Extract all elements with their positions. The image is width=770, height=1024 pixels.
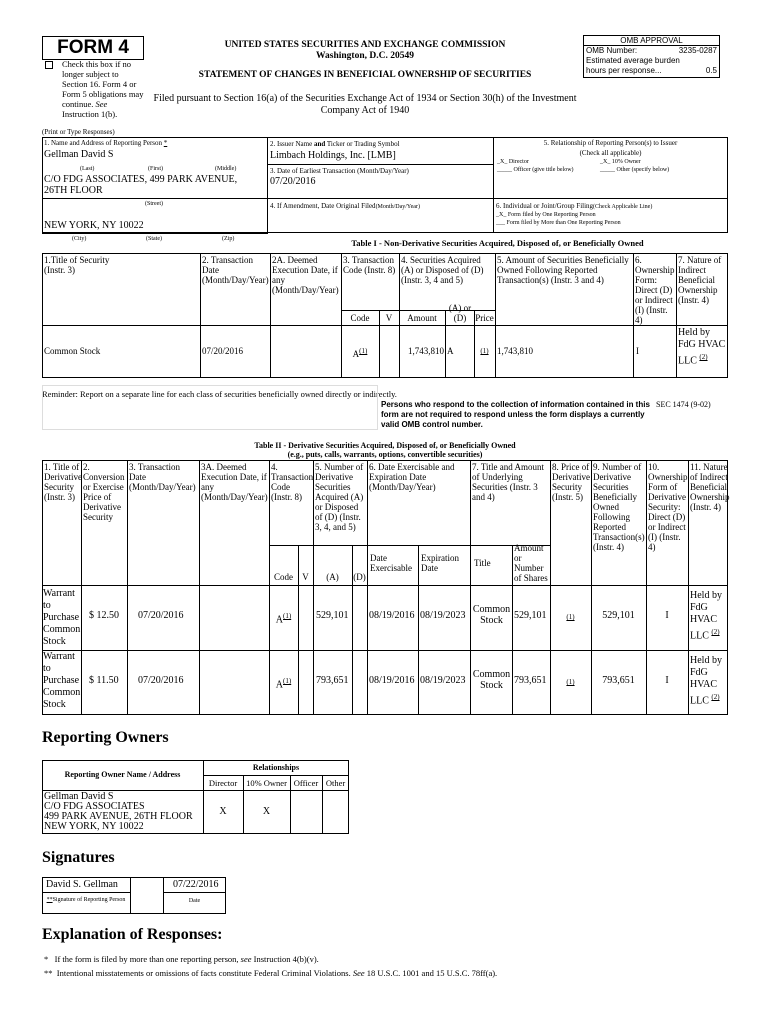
print-type: (Print or Type Responses) <box>42 128 115 136</box>
t1-row-title: Common Stock <box>44 346 101 356</box>
explanation-heading: Explanation of Responses: <box>42 926 223 943</box>
t2-row-underlying-amount: 793,651 <box>514 675 547 686</box>
t2-row-price: $ 12.50 <box>89 610 119 621</box>
t1-h5: 5. Amount of Securities Beneficially Owned Following Reported Transaction(s) (Instr. 3 and 4) <box>497 255 629 285</box>
t2-row-owned: 793,651 <box>602 675 635 686</box>
owners-col-owner: 10% Owner <box>246 778 287 788</box>
zip-label: (Zip) <box>222 236 235 242</box>
rel-other: _____ Other (specify below) <box>600 167 670 173</box>
t1-sub-aord: (A) or (D) <box>448 303 472 323</box>
t1-h4: 4. Securities Acquired (A) or Disposed of (D) (Instr. 3, 4 and 5) <box>401 255 484 285</box>
t1-row-code: $A^{(1)}$ <box>352 347 368 359</box>
t2-h9: 9. Number of Derivative Securities Beneficially Owned Following Reported Transaction(s) (Instr. 4) <box>593 462 645 552</box>
owner-ten-percent: X <box>262 806 271 817</box>
agency-name: UNITED STATES SECURITIES AND EXCHANGE COMMISSION <box>224 40 506 50</box>
middle-label: (Middle) <box>215 166 237 172</box>
omb-title: OMB APPROVAL <box>620 36 683 45</box>
explanation-note-2: ** Intentional misstatements or omissions of facts constitute Federal Criminal Violations. See 18 U.S.C. 1001 and 15 U.S.C. 78ff(a). <box>44 968 498 978</box>
box2-label: 2. Issuer Name and Ticker or Trading Symbol <box>270 140 400 148</box>
t1-row-price-fn: (1) <box>480 347 489 355</box>
box6-option2: ___ Form filed by More than One Reporting Person <box>496 220 621 226</box>
t1-h2a: 2A. Deemed Execution Date, if any (Month/Day/Year) <box>272 255 339 295</box>
box6-label: 6. Individual or Joint/Group Filing(Check Applicable Line) <box>496 202 653 210</box>
signature-name: David S. Gellman <box>46 879 118 890</box>
owner-director: X <box>219 806 227 817</box>
owners-col-other: Other <box>325 778 346 788</box>
t2-sub-d: (D) <box>353 572 366 582</box>
t1-sub-v: V <box>385 313 393 323</box>
earliest-date: 07/20/2016 <box>270 176 316 187</box>
owners-col-name: Reporting Owner Name / Address <box>64 770 181 779</box>
owners-col-rel: Relationships <box>252 763 300 772</box>
t2-h10: 10. Ownership Form of Derivative Security: Direct (D) or Indirect (I) (Instr. 4) <box>648 462 688 552</box>
t2-row-nature: Held by FdG HVAC LLC $^{(2)}$ <box>690 655 722 707</box>
city-label: (City) <box>72 236 87 242</box>
t2-h7: 7. Title and Amount of Underlying Securities (Instr. 3 and 4) <box>472 462 545 502</box>
check-box-text: Check this box if no longer subject to Section 16. Form 4 or Form 5 obligations may continue. See Instruction 1(b). <box>62 59 144 119</box>
box3-label: 3. Date of Earliest Transaction (Month/Day/Year) <box>270 167 409 175</box>
t1-row-nature: Held by FdG HVAC LLC $^{(2)}$ <box>678 327 726 367</box>
owner-line1: Gellman David S <box>44 791 114 802</box>
no-longer-subject-checkbox[interactable] <box>45 61 53 69</box>
t2-sub-title: Title <box>474 558 491 568</box>
t2-sub-a: (A) <box>326 572 339 582</box>
t2-row-owned: 529,101 <box>602 610 635 621</box>
box1-label: 1. Name and Address of Reporting Person * <box>44 139 168 147</box>
issuer-name: Limbach Holdings, Inc. [LMB] <box>270 150 396 161</box>
reminder-text: Reminder: Report on a separate line for each class of securities beneficially owned directly or indirectly. <box>42 389 397 399</box>
t2-h11: 11. Nature of Indirect Beneficial Ownership (Instr. 4) <box>690 462 730 512</box>
t2-row-expiration: 08/19/2023 <box>420 610 466 621</box>
t1-h2: 2. Transaction Date (Month/Day/Year) <box>202 255 269 285</box>
state-label: (State) <box>146 236 162 242</box>
t2-row-price-fn: (1) <box>566 678 575 686</box>
address-line1: C/O FDG ASSOCIATES, 499 PARK AVENUE, <box>44 174 238 185</box>
t1-row-date: 07/20/2016 <box>202 346 244 356</box>
t1-row-aord: A <box>447 346 454 356</box>
table-row: Warrant to Purchase Common Stock <box>43 651 81 710</box>
omb-burden-label: Estimated average burden <box>586 56 680 65</box>
t2-h6: 6. Date Exercisable and Expiration Date (Month/Day/Year) <box>369 462 455 492</box>
box6-option1: _X_ Form filed by One Reporting Person <box>496 212 596 218</box>
t2-h3a: 3A. Deemed Execution Date, if any (Month/Day/Year) <box>201 462 268 502</box>
signature-date-label: Date <box>188 898 201 904</box>
table2-subtitle: (e.g., puts, calls, warrants, options, convertible securities) <box>287 450 483 459</box>
t2-h5: 5. Number of Derivative Securities Acquired (A) or Disposed of (D) (Instr. 3, 4, and 5) <box>315 462 364 532</box>
explanation-note-1: * If the form is filed by more than one reporting person, see Instruction 4(b)(v). <box>44 954 319 964</box>
rel-director: _X_ Director <box>497 159 529 165</box>
t2-row-exercisable: 08/19/2016 <box>369 610 415 621</box>
street-label: (Street) <box>145 201 163 207</box>
last-label: (Last) <box>80 166 95 172</box>
t2-h2: 2. Conversion or Exercise Price of Derivative Security <box>83 462 125 522</box>
t1-sub-code: Code <box>350 313 370 323</box>
filed-pursuant: Filed pursuant to Section 16(a) of the Securities Exchange Act of 1934 or Section 30(h) of the Investment Company Act of 1940 <box>153 93 577 116</box>
table-row: Warrant to Purchase Common Stock <box>43 588 81 647</box>
t2-row-form: I <box>665 675 669 686</box>
t2-row-underlying-title: Common Stock <box>472 604 511 626</box>
signature-label: **Signature of Reporting Person <box>46 897 126 903</box>
box5-label: 5. Relationship of Reporting Person(s) to Issuer <box>543 139 678 147</box>
reporting-owners-heading: Reporting Owners <box>42 729 169 746</box>
owner-line2: C/O FDG ASSOCIATES <box>44 801 145 812</box>
first-label: (First) <box>148 166 163 172</box>
t1-row-form: I <box>636 346 639 356</box>
signatures-heading: Signatures <box>42 849 115 866</box>
omb-hours-label: hours per response... <box>586 66 662 75</box>
t2-sub-expiration: Expiration Date <box>421 553 459 573</box>
omb-number-label: OMB Number: <box>586 46 638 55</box>
table2-title: Table II - Derivative Securities Acquired, Disposed of, or Beneficially Owned <box>254 441 516 450</box>
t1-row-owned: 1,743,810 <box>497 346 533 356</box>
owner-line4: NEW YORK, NY 10022 <box>44 821 144 832</box>
t2-row-underlying-amount: 529,101 <box>514 610 547 621</box>
rel-owner: _X_ 10% Owner <box>600 159 641 165</box>
table1-title: Table I - Non-Derivative Securities Acquired, Disposed of, or Beneficially Owned <box>351 238 644 248</box>
t1-h1: 1.Title of Security (Instr. 3) <box>44 255 110 275</box>
t1-sub-price: Price <box>475 313 494 323</box>
rel-officer: _____ Officer (give title below) <box>497 167 574 173</box>
t1-h3: 3. Transaction Code (Instr. 8) <box>343 255 396 275</box>
t2-sub-code: Code <box>274 572 293 582</box>
t2-row-form: I <box>665 610 669 621</box>
t2-h1: 1. Title of Derivative Security (Instr. 3) <box>44 462 82 502</box>
t2-row-code: $A^{(1)}$ <box>275 677 292 691</box>
t2-h4: 4. Transaction Code (Instr. 8) <box>271 462 314 502</box>
t2-row-code: $A^{(1)}$ <box>275 612 292 626</box>
box4-label: 4. If Amendment, Date Original Filed(Month/Day/Year) <box>270 202 420 210</box>
reminder-line-box <box>42 385 378 430</box>
t2-row-acquired: 529,101 <box>316 610 349 621</box>
form-title: FORM 4 <box>57 37 129 58</box>
t2-row-exercisable: 08/19/2016 <box>369 675 415 686</box>
t1-h6: 6. Ownership Form: Direct (D) or Indirect (I) (Instr. 4) <box>635 255 675 325</box>
owner-line3: 499 PARK AVENUE, 26TH FLOOR <box>44 811 193 822</box>
city-state-zip: NEW YORK, NY 10022 <box>44 220 144 231</box>
omb-hours: 0.5 <box>705 66 717 75</box>
t2-row-price-fn: (1) <box>566 613 575 621</box>
t1-row-amount: 1,743,810 <box>408 346 444 356</box>
t2-sub-v: V <box>302 572 309 582</box>
t2-row-expiration: 08/19/2023 <box>420 675 466 686</box>
t2-sub-amount: Amount or Number of Shares <box>514 543 548 583</box>
t2-row-price: $ 11.50 <box>89 675 119 686</box>
t2-row-date: 07/20/2016 <box>138 610 184 621</box>
t1-sub-amount: Amount <box>407 313 437 323</box>
t2-row-date: 07/20/2016 <box>138 675 184 686</box>
t2-row-acquired: 793,651 <box>316 675 349 686</box>
signature-date: 07/22/2016 <box>173 879 219 890</box>
t2-row-underlying-title: Common Stock <box>472 669 511 691</box>
reporting-person-name: Gellman David S <box>44 149 114 160</box>
t2-h8: 8. Price of Derivative Security (Instr. 5) <box>552 462 590 502</box>
t2-sub-exercisable: Date Exercisable <box>370 553 412 573</box>
sec-number: SEC 1474 (9-02) <box>656 400 711 409</box>
statement-title: STATEMENT OF CHANGES IN BENEFICIAL OWNERSHIP OF SECURITIES <box>198 70 532 80</box>
persons-notice: Persons who respond to the collection of information contained in this form are not required to respond unless the form displays a currently valid OMB control number. <box>381 400 650 429</box>
omb-number: 3235-0287 <box>678 46 717 55</box>
agency-location: Washington, D.C. 20549 <box>316 51 414 61</box>
t1-h7: 7. Nature of Indirect Beneficial Ownership (Instr. 4) <box>678 255 722 305</box>
t2-row-nature: Held by FdG HVAC LLC $^{(2)}$ <box>690 590 722 642</box>
owners-col-officer: Officer <box>293 778 319 788</box>
t2-h3: 3. Transaction Date (Month/Day/Year) <box>129 462 196 492</box>
address-line2: 26TH FLOOR <box>44 185 103 196</box>
owners-col-director: Director <box>208 778 238 788</box>
box5-sub: (Check all applicable) <box>579 149 642 157</box>
